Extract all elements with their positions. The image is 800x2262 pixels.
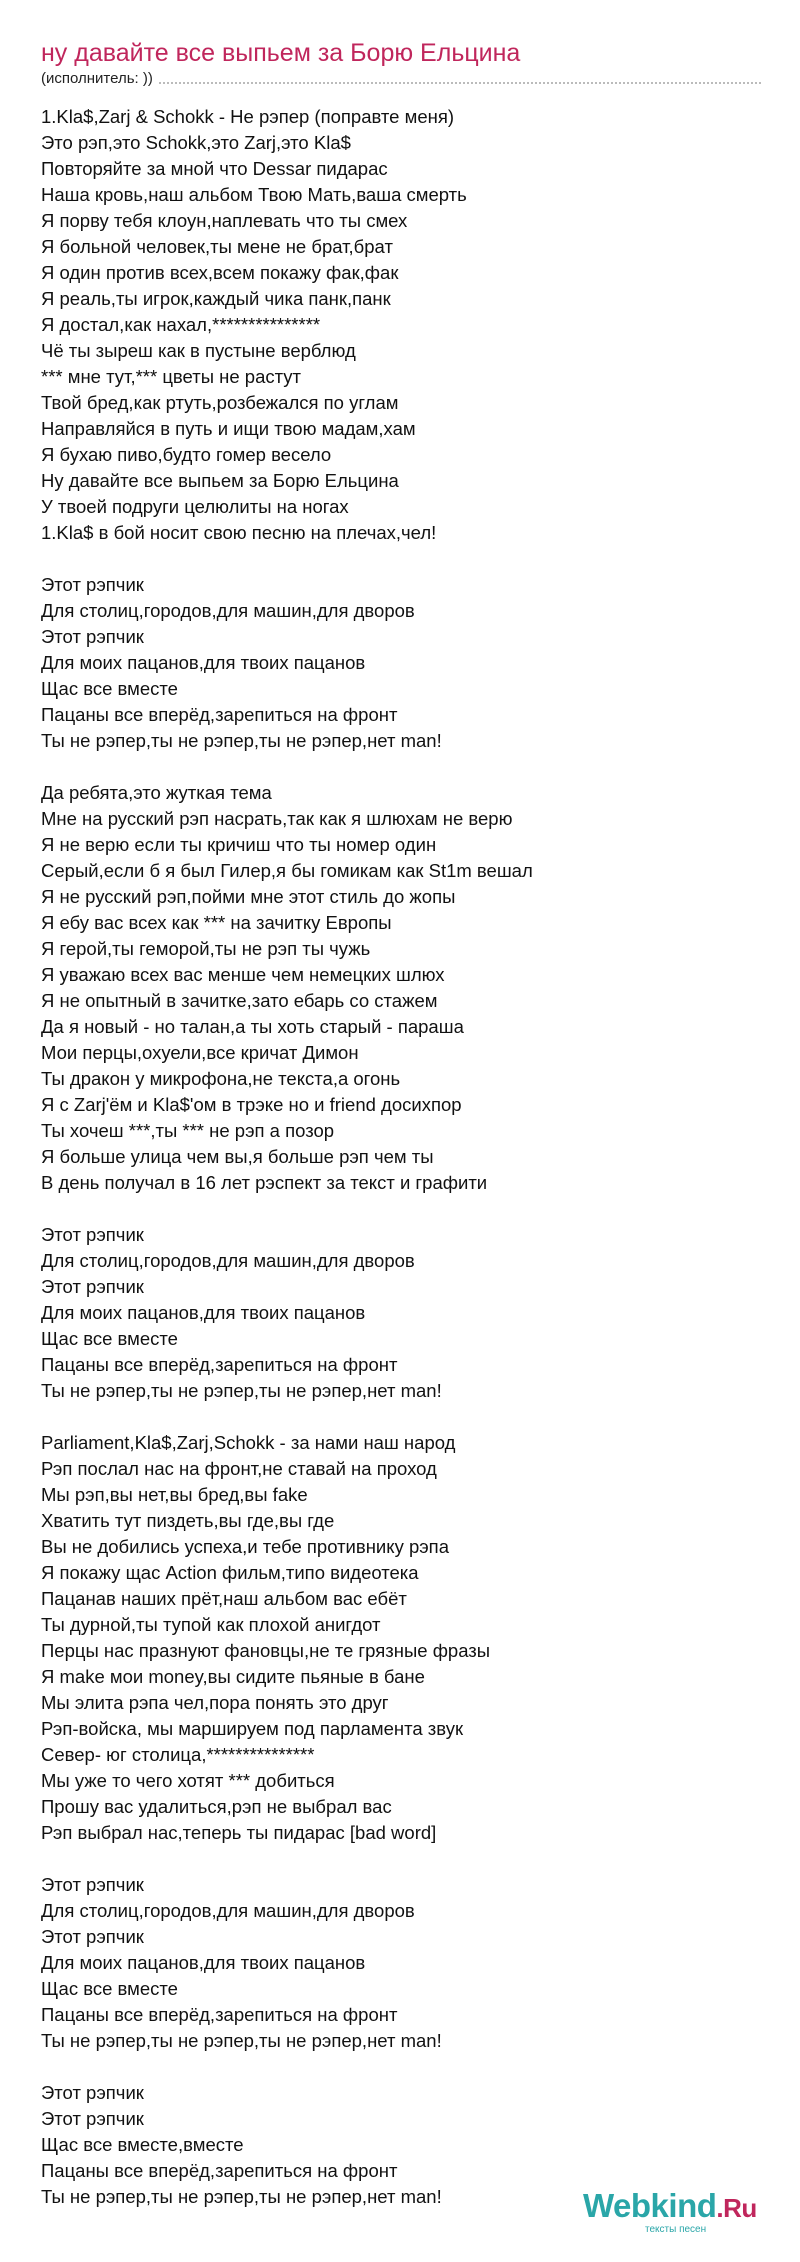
lyric-line: Я покажу щас Action фильм,типо видеотека: [41, 1562, 419, 1583]
lyric-line: Я реаль,ты игрок,каждый чика панк,панк: [41, 288, 391, 309]
artist-line: [41, 70, 761, 88]
lyric-line: Да ребята,это жуткая тема: [41, 782, 272, 803]
lyric-line: Я больной человек,ты мене не брат,брат: [41, 236, 393, 257]
stanza-break: [41, 546, 761, 572]
lyric-line: Щас все вместе,вместе: [41, 2134, 244, 2155]
song-header: [41, 38, 761, 88]
logo-tagline: тексты песен: [645, 2224, 707, 2235]
lyric-line: Мне на русский рэп насрать,так как я шлюхам не верю: [41, 808, 513, 829]
lyric-line: Мы уже то чего хотят *** добиться: [41, 1770, 335, 1791]
song-title: ну давайте все выпьем за Борю Ельцина: [41, 39, 521, 67]
lyric-line: Я бухаю пиво,будто гомер весело: [41, 444, 332, 465]
logo-domain: .Ru: [716, 2193, 757, 2223]
lyric-line: Я с Zarj'ём и Kla$'ом в трэке но и friend досихпор: [41, 1094, 462, 1115]
lyric-line: Ты не рэпер,ты не рэпер,ты не рэпер,нет man!: [41, 730, 442, 751]
lyric-line: Ты не рэпер,ты не рэпер,ты не рэпер,нет man!: [41, 1380, 442, 1401]
lyric-line: Я герой,ты геморой,ты не рэп ты чужь: [41, 938, 371, 959]
lyric-line: Мы рэп,вы нет,вы бред,вы fake: [41, 1484, 308, 1505]
lyric-line: Перцы нас празнуют фановцы,не те грязные фразы: [41, 1640, 491, 1661]
lyric-line: Ты не рэпер,ты не рэпер,ты не рэпер,нет man!: [41, 2030, 442, 2051]
lyric-line: Я один против всех,всем покажу фак,фак: [41, 262, 399, 283]
lyric-line: Пацаны все вперёд,зарепиться на фронт: [41, 2160, 398, 2181]
lyric-line: Я больше улица чем вы,я больше рэп чем ты: [41, 1146, 434, 1167]
lyric-line: Щас все вместе: [41, 1978, 178, 1999]
lyric-line: Вы не добились успеха,и тебе противнику рэпа: [41, 1536, 449, 1557]
lyric-line: Я make мои money,вы сидите пьяные в бане: [41, 1666, 425, 1687]
lyric-line: Этот рэпчик: [41, 1926, 144, 1947]
stanza-break: [41, 2054, 761, 2080]
lyric-line: Parliament,Kla$,Zarj,Schokk - за нами наш народ: [41, 1432, 456, 1453]
lyric-line: Ты хочеш ***,ты *** не рэп а позор: [41, 1120, 335, 1141]
lyric-line: Ты дракон у микрофона,не текста,а огонь: [41, 1068, 401, 1089]
lyric-line: Для моих пацанов,для твоих пацанов: [41, 1952, 366, 1973]
lyric-line: Ты не рэпер,ты не рэпер,ты не рэпер,нет man!: [41, 2186, 442, 2207]
lyric-line: Я не верю если ты кричиш что ты номер один: [41, 834, 437, 855]
logo-wordmark: [583, 2188, 773, 2226]
lyric-line: Направляйся в путь и ищи твою мадам,хам: [41, 418, 416, 439]
lyric-line: Для столиц,городов,для машин,для дворов: [41, 1900, 415, 1921]
lyric-line: Север- юг столица,***************: [41, 1744, 315, 1765]
lyric-line: Да я новый - но талан,а ты хоть старый - параша: [41, 1016, 464, 1037]
lyric-line: Повторяйте за мной что Dessar пидарас: [41, 158, 388, 179]
lyric-line: Этот рэпчик: [41, 1224, 144, 1245]
lyric-line: Пацаны все вперёд,зарепиться на фронт: [41, 1354, 398, 1375]
lyric-line: Я порву тебя клоун,наплевать что ты смех: [41, 210, 408, 231]
stanza-break: [41, 1846, 761, 1872]
lyric-line: Ты дурной,ты тупой как плохой анигдот: [41, 1614, 381, 1635]
lyric-line: Я уважаю всех вас менше чем немецких шлюх: [41, 964, 445, 985]
lyric-line: Этот рэпчик: [41, 2108, 144, 2129]
lyric-line: Для моих пацанов,для твоих пацанов: [41, 652, 366, 673]
lyric-line: Этот рэпчик: [41, 1276, 144, 1297]
lyric-line: Это рэп,это Schokk,это Zarj,это Kla$: [41, 132, 351, 153]
lyric-line: Этот рэпчик: [41, 2082, 144, 2103]
lyric-line: Прошу вас удалиться,рэп не выбрал вас: [41, 1796, 392, 1817]
stanza-break: [41, 754, 761, 780]
lyric-line: Этот рэпчик: [41, 574, 144, 595]
lyric-line: Для моих пацанов,для твоих пацанов: [41, 1302, 366, 1323]
lyric-line: Ну давайте все выпьем за Борю Ельцина: [41, 470, 399, 491]
lyric-line: Рэп выбрал нас,теперь ты пидарас [bad word]: [41, 1822, 437, 1843]
lyric-line: Чё ты зыреш как в пустыне верблюд: [41, 340, 356, 361]
lyric-line: Щас все вместе: [41, 1328, 178, 1349]
lyric-line: Я ебу вас всех как *** на зачитку Европы: [41, 912, 392, 933]
lyric-line: Щас все вместе: [41, 678, 178, 699]
lyric-line: Мы элита рэпа чел,пора понять это друг: [41, 1692, 389, 1713]
lyric-line: Хватить тут пиздеть,вы где,вы где: [41, 1510, 335, 1531]
lyric-line: Серый,если б я был Гилер,я бы гомикам как St1m вешал: [41, 860, 533, 881]
lyric-line: 1.Kla$ в бой носит свою песню на плечах,чел!: [41, 522, 437, 543]
lyric-line: Этот рэпчик: [41, 626, 144, 647]
stanza-break: [41, 1404, 761, 1430]
lyric-line: У твоей подруги целюлиты на ногах: [41, 496, 349, 517]
stanza-break: [41, 1196, 761, 1222]
lyric-line: Я достал,как нахал,***************: [41, 314, 321, 335]
lyric-line: Этот рэпчик: [41, 1874, 144, 1895]
lyric-line: *** мне тут,*** цветы не растут: [41, 366, 302, 387]
lyric-line: 1.Kla$,Zarj & Schokk - Не рэпер (поправте меня): [41, 106, 455, 127]
lyric-line: Наша кровь,наш альбом Твою Мать,ваша смерть: [41, 184, 467, 205]
lyric-line: Пацаны все вперёд,зарепиться на фронт: [41, 704, 398, 725]
lyric-line: Рэп послал нас на фронт,не ставай на проход: [41, 1458, 437, 1479]
lyric-line: В день получал в 16 лет рэспект за текст и графити: [41, 1172, 488, 1193]
lyric-line: Твой бред,как ртуть,розбежался по углам: [41, 392, 399, 413]
lyric-line: Пацаны все вперёд,зарепиться на фронт: [41, 2004, 398, 2025]
lyric-line: Для столиц,городов,для машин,для дворов: [41, 1250, 415, 1271]
webkind-logo[interactable]: [583, 2188, 773, 2244]
lyrics-body: [41, 104, 761, 2210]
artist-label: (исполнитель: )): [41, 70, 153, 87]
lyric-line: Я не опытный в зачитке,зато ебарь со стажем: [41, 990, 438, 1011]
lyric-line: Пацанав наших прёт,наш альбом вас ебёт: [41, 1588, 407, 1609]
lyric-line: Для столиц,городов,для машин,для дворов: [41, 600, 415, 621]
lyric-line: Рэп-войска, мы маршируем под парламента звук: [41, 1718, 464, 1739]
logo-brand: Webkind: [583, 2187, 717, 2224]
lyric-line: Я не русский рэп,пойми мне этот стиль до жопы: [41, 886, 456, 907]
lyric-line: Мои перцы,охуели,все кричат Димон: [41, 1042, 359, 1063]
dotted-divider: [159, 82, 761, 84]
